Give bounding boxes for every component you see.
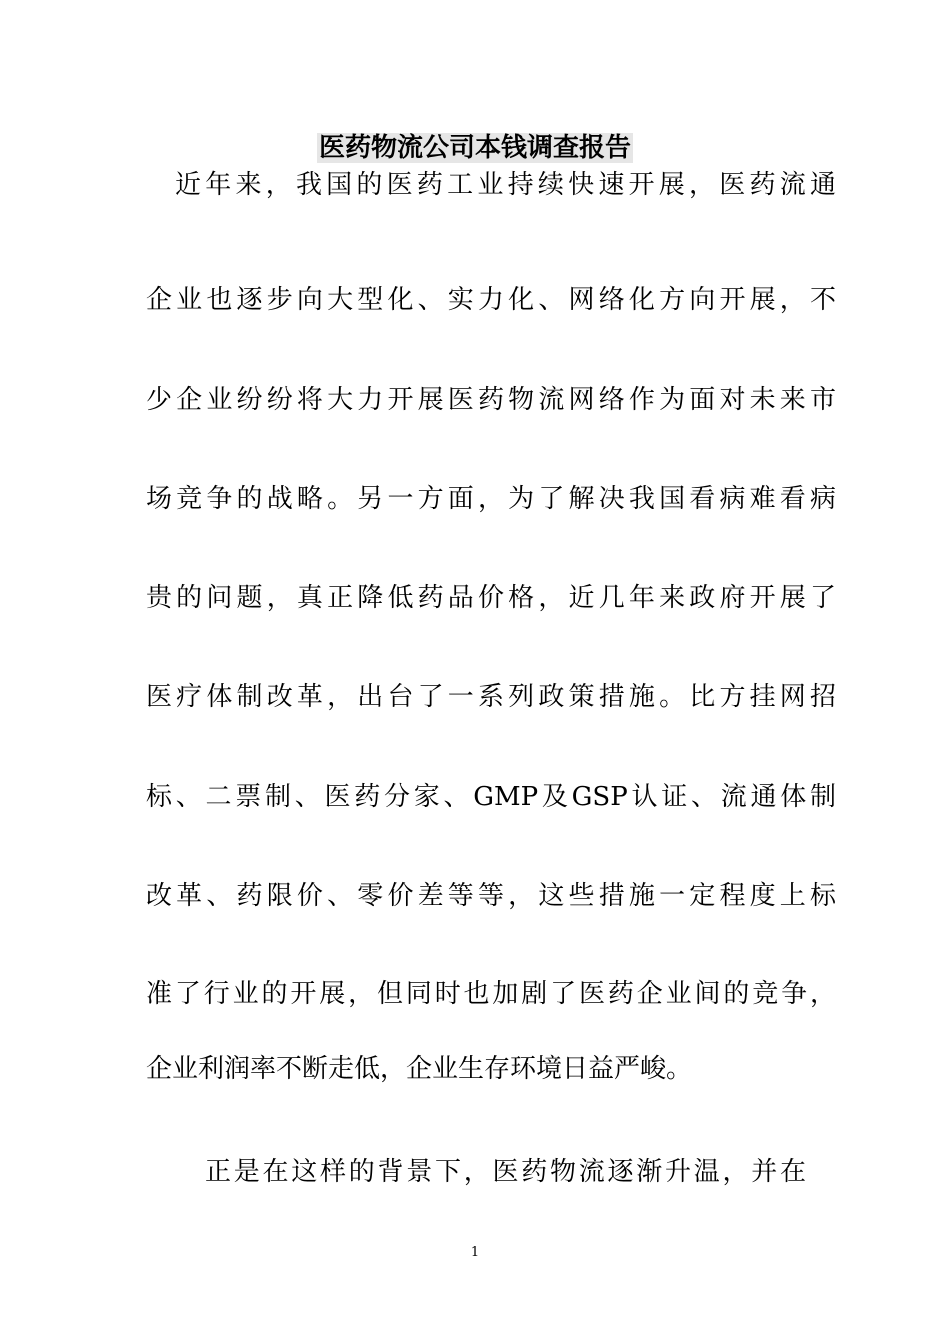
paragraph-1-line-7: 标、二票制、医药分家、GMP及GSP认证、流通体制 [146, 782, 836, 812]
document-title-text: 医药物流公司本钱调查报告 [318, 133, 631, 163]
document-title [0, 128, 950, 168]
paragraph-1-line-1: 近年来，我国的医药工业持续快速开展，医药流通 [175, 170, 836, 200]
paragraph-1-line-9: 准了行业的开展，但同时也加剧了医药企业间的竞争， [146, 979, 836, 1009]
paragraph-1-line-3: 少企业纷纷将大力开展医药物流网络作为面对未来市 [146, 385, 836, 415]
paragraph-1-line-6: 医疗体制改革，出台了一系列政策措施。比方挂网招 [146, 682, 836, 712]
paragraph-1-line-5: 贵的问题，真正降低药品价格，近几年来政府开展了 [146, 583, 836, 613]
page-number: 1 [470, 1245, 480, 1260]
paragraph-1-line-4: 场竞争的战略。另一方面，为了解决我国看病难看病 [146, 484, 836, 514]
paragraph-2-line-1: 正是在这样的背景下，医药物流逐渐升温，并在 [205, 1157, 806, 1187]
paragraph-1-line-8: 改革、药限价、零价差等等，这些措施一定程度上标 [146, 881, 836, 911]
paragraph-1-line-10: 企业利润率不断走低，企业生存环境日益严峻。 [146, 1054, 693, 1084]
paragraph-1-line-2: 企业也逐步向大型化、实力化、网络化方向开展，不 [146, 285, 836, 315]
